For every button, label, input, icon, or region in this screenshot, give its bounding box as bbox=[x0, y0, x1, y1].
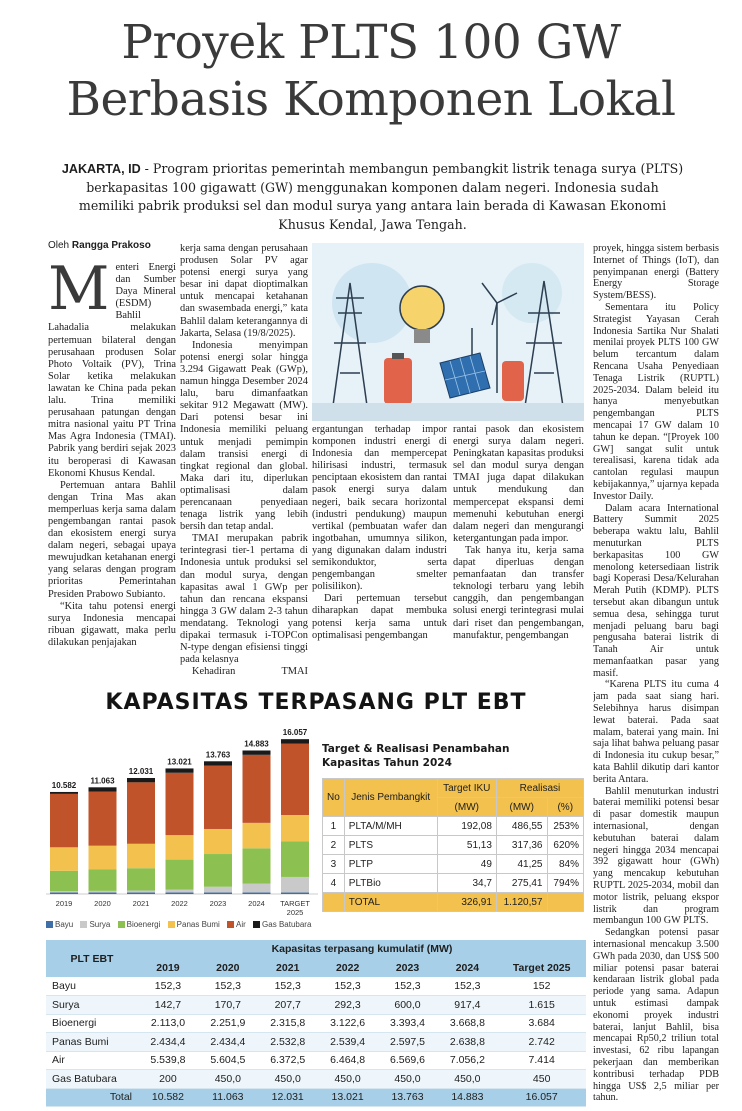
legend-swatch-gas-batubara bbox=[253, 921, 260, 928]
cell-target: 192,08 bbox=[437, 817, 496, 836]
cell-value: 152,3 bbox=[258, 977, 318, 996]
cell-value: 16.057 bbox=[497, 1088, 586, 1107]
bar-segment-air bbox=[89, 792, 117, 846]
bar-segment-air bbox=[243, 755, 271, 823]
cell-total-label: TOTAL bbox=[344, 893, 437, 912]
cell-value: 12.031 bbox=[258, 1088, 318, 1107]
table-row bbox=[46, 1033, 586, 1052]
col4-p1: rantai pasok dan ekosistem energi surya dalam negeri. Peningkatan kapasitas produksi sel dan modul surya dengan TMAI juga dapat dilakukan untuk mendukung dan mempercepat ekspansi demi memenuhi kebutuhan energi dalam negeri dan mengurangi ketergantungan pada impor. bbox=[453, 424, 584, 544]
col3-p2: Dari pertemuan tersebut diharapkan dapat membuka potensi kerja sama untuk optimalisasi pengembangan bbox=[312, 593, 447, 641]
cell-value: 170,7 bbox=[198, 996, 258, 1015]
cell-value: 6.464,8 bbox=[318, 1051, 378, 1070]
bar-segment-bayu bbox=[127, 893, 155, 894]
th-realisasi: Realisasi bbox=[496, 779, 583, 798]
th-unit-mw-2: (MW) bbox=[496, 798, 547, 817]
legend-swatch-bayu bbox=[46, 921, 53, 928]
cell-realisasi: 317,36 bbox=[496, 836, 547, 855]
stacked-bar-chart bbox=[46, 716, 318, 931]
legend-item-gas-batubara bbox=[253, 920, 311, 929]
cell-jenis: PLTP bbox=[344, 855, 437, 874]
x-tick-label: 2022 bbox=[171, 899, 188, 908]
th-year: 2022 bbox=[318, 959, 378, 978]
legend-label: Bioenergi bbox=[126, 920, 161, 929]
col1-p2: Pertemuan antara Bahlil dengan Trina Mas akan memperluas kerja sama dalam pengembangan rantai pasok dan ekosistem energi surya dalam negeri, sebagai upaya mewujudkan ketahanan energi yang selaras dengan program prioritas Pemerintahan Presiden Prabowo Subianto. bbox=[48, 479, 176, 600]
cell-plt-name: Panas Bumi bbox=[46, 1033, 138, 1052]
dateline: JAKARTA, ID bbox=[61, 162, 141, 176]
cell-plt-name: Bayu bbox=[46, 977, 138, 996]
th-jenis: Jenis Pembangkit bbox=[344, 779, 437, 817]
target-table-title bbox=[322, 742, 584, 770]
th-year: Target 2025 bbox=[497, 959, 586, 978]
cell-value: 7.414 bbox=[497, 1051, 586, 1070]
x-tick-label: 2021 bbox=[132, 899, 150, 908]
cell-value: 142,7 bbox=[138, 996, 198, 1015]
cell-no: 2 bbox=[323, 836, 345, 855]
cell-target: 34,7 bbox=[437, 874, 496, 893]
cell-value: 2.434,4 bbox=[198, 1033, 258, 1052]
bar-segment-panas-bumi bbox=[166, 835, 194, 859]
bar-segment-gas-batubara bbox=[127, 778, 155, 782]
target-table-box bbox=[322, 742, 584, 912]
bar-segment-panas-bumi bbox=[127, 844, 155, 868]
headline bbox=[0, 14, 742, 128]
col5-p1: proyek, hingga sistem berbasis Internet of Things (IoT), dan penyimpanan energi (Battery Energy Storage System/BESS). bbox=[593, 243, 719, 302]
bar-total-label: 12.031 bbox=[128, 766, 154, 776]
table-row bbox=[46, 977, 586, 996]
bar-segment-air bbox=[50, 794, 78, 847]
x-tick-label: 2020 bbox=[94, 899, 111, 908]
cell-pct: 253% bbox=[547, 817, 584, 836]
bar-segment-surya bbox=[127, 891, 155, 893]
th-unit-pct: (%) bbox=[547, 798, 584, 817]
headline-line-2: Berbasis Komponen Lokal bbox=[66, 72, 676, 127]
table-row bbox=[323, 874, 584, 893]
cell-realisasi: 275,41 bbox=[496, 874, 547, 893]
bar-segment-gas-batubara bbox=[281, 739, 309, 743]
table-row bbox=[323, 855, 584, 874]
th-no: No bbox=[323, 779, 345, 817]
legend-item-bioenergi bbox=[118, 920, 161, 929]
table-row bbox=[323, 817, 584, 836]
bar-segment-panas-bumi bbox=[204, 829, 232, 854]
cell-value: 2.532,8 bbox=[258, 1033, 318, 1052]
cell-value: 3.393,4 bbox=[378, 1014, 438, 1033]
kumulatif-table bbox=[46, 940, 586, 1107]
byline bbox=[48, 240, 151, 251]
cell-no: 3 bbox=[323, 855, 345, 874]
kumulatif-table-box bbox=[46, 940, 586, 1107]
target-realisasi-table bbox=[322, 778, 584, 912]
bar-segment-air bbox=[127, 782, 155, 843]
cell-value: 917,4 bbox=[437, 996, 497, 1015]
col2-p4: Kehadiran TMAI bbox=[192, 666, 308, 676]
col3-p1: ergantungan terhadap impor komponen industri energi di Indonesia dan mempercepat hilirisasi industri, termasuk penciptaan ekosistem dan rantai pasok energi surya dalam negeri, baik secara horizontal (industri pendukung) maupun vertikal (pembuatan wafer dan ingotbahan, umumnya silikon, yang digunakan dalam industri semikonduktor, serta pengembangan smelter polisilikon). bbox=[312, 424, 447, 593]
cell-value: 6.372,5 bbox=[258, 1051, 318, 1070]
target-table-title-line-1: Target & Realisasi Penambahan bbox=[322, 743, 510, 755]
bar-total-label: 14.883 bbox=[244, 739, 269, 749]
col5-p2: Sementara itu Policy Strategist Yayasan Cerah Indonesia Sartika Nur Shalati menilai proyek PLTS 100 GW belum tercantum dalam Rencana Usaha Penyediaan Tenaga Listrik (RUPTL) 2025-2034. Dalam beleid itu hanya menyebutkan pengembangan PLTS mencapai 17 GW dalam 10 tahun ke depan. “[Proyek 100 GW] sangat sulit untuk terealisasi, karena tidak ada cantolan regulasi maupun kebijakannya,” ujarnya kepada Investor Daily. bbox=[593, 301, 719, 502]
table-row bbox=[323, 836, 584, 855]
bar-segment-bioenergi bbox=[243, 848, 271, 883]
th-year: 2023 bbox=[378, 959, 438, 978]
headline-line-1: Proyek PLTS 100 GW bbox=[121, 15, 621, 70]
cell-value: 2.742 bbox=[497, 1033, 586, 1052]
bar-total-label: 13.021 bbox=[167, 757, 192, 767]
cell-value: 2.251,9 bbox=[198, 1014, 258, 1033]
cell-target: 51,13 bbox=[437, 836, 496, 855]
col1-p1 bbox=[48, 262, 176, 480]
legend-item-air bbox=[227, 920, 246, 929]
cell-pct: 794% bbox=[547, 874, 584, 893]
legend-label: Panas Bumi bbox=[176, 920, 220, 929]
article-column-3 bbox=[312, 424, 447, 676]
bar-segment-bioenergi bbox=[89, 869, 117, 891]
col2-p2: Indonesia menyimpan potensi energi solar hingga 3.294 Gigawatt Peak (GWp), namun hingga Desember 2024 lalu, baru dimanfaatkan sekitar 912 Megawatt (MW). Dari potensi besar ini Indonesia memiliki peluang untuk menjadi pemimpin dalam transisi energi di tingkat regional dan global. Maka dari itu, diperlukan optimalisasi dalam perencanaan penyediaan tenaga listrik yang lebih bersih dan tetap andal. bbox=[180, 339, 308, 533]
col5-p5: Bahlil menuturkan industri baterai memiliki potensi besar di pasar domestik maupun internasional, dengan kebutuhan baterai dalam negeri hingga 2034 mencapai 392 gigawatt hour (GWh) yang mencakup kebutuhan RUPTL 2025-2034, mobil dan motor listrik, peluang ekspor listrik dan program membangun 100 GW PLTS. bbox=[593, 785, 719, 927]
legend-label: Surya bbox=[89, 920, 111, 929]
cell-pct: 620% bbox=[547, 836, 584, 855]
col4-p2: Tak hanya itu, kerja sama dapat diperluas dengan pemanfaatan dan transfer teknologi terbaru yang lebih canggih, dan pengembangan solusi energi terintegrasi mulai dari riset dan pengembangan, manufaktur, pengembangan bbox=[453, 544, 584, 641]
table-row bbox=[46, 1014, 586, 1033]
cell-value: 13.763 bbox=[378, 1088, 438, 1107]
bar-segment-gas-batubara bbox=[166, 768, 194, 772]
cell-value: 2.113,0 bbox=[138, 1014, 198, 1033]
cell-value: 200 bbox=[138, 1070, 198, 1089]
col5-p3: Dalam acara International Battery Summit 2025 beberapa waktu lalu, Bahlil menuturkan PLTS berkapasitas 100 GW menolong ketersediaan listrik bagi Koperasi Desa/Kelurahan Merah Putih (KDMP). PLTS tersebut akan dibangun untuk semua desa, sehingga turut menjadi peluang baru bagi pengusaha baterai listrik di Tanah Air untuk memanfaatkan pasar yang masif. bbox=[593, 502, 719, 679]
legend-label: Gas Batubara bbox=[262, 920, 312, 929]
cell-value: 207,7 bbox=[258, 996, 318, 1015]
cell-value: 152,3 bbox=[198, 977, 258, 996]
cell-empty bbox=[547, 893, 584, 912]
legend-swatch-surya bbox=[80, 921, 87, 928]
cell-value: 11.063 bbox=[198, 1088, 258, 1107]
cell-value: 450 bbox=[497, 1070, 586, 1089]
cell-no: 4 bbox=[323, 874, 345, 893]
legend-item-bayu bbox=[46, 920, 73, 929]
cell-value: 152 bbox=[497, 977, 586, 996]
bar-segment-gas-batubara bbox=[89, 787, 117, 791]
bar-segment-panas-bumi bbox=[50, 847, 78, 870]
col5-p6: Sedangkan potensi pasar internasional mencakup 3.500 GWh pada 2030, dan US$ 500 miliar potensi pasar baterai kendaraan listrik global pada periode yang sama. Adapun untuk estimasi dampak ekonomi proyek industri baterai, lanjut Bahlil, bisa mencapai Rp50,2 triliun total investasi, 62 ribu lapangan pekerjaan dan memberikan kontribusi terhadap PDB hingga US$ 2,5 miliar per tahun. bbox=[593, 927, 719, 1104]
bar-segment-surya bbox=[50, 891, 78, 892]
table-total-row bbox=[323, 893, 584, 912]
th-year: 2019 bbox=[138, 959, 198, 978]
bar-segment-gas-batubara bbox=[204, 761, 232, 765]
bar-segment-bayu bbox=[89, 893, 117, 894]
bar-segment-air bbox=[204, 766, 232, 829]
bar-segment-bayu bbox=[166, 893, 194, 894]
cell-value: 6.569,6 bbox=[378, 1051, 438, 1070]
col5-p4: “Karena PLTS itu cuma 4 jam pada saat siang hari. Selebihnya harus disimpan lewat baterai. Pada saat malam, baterai yang main. Ini saja lihat bahwa peluang pasar di Indonesia itu cukup besar,” kata Bahlil dikutip dari kantor berita Antara. bbox=[593, 679, 719, 785]
bar-segment-bayu bbox=[50, 893, 78, 894]
bar-total-label: 13.763 bbox=[205, 750, 231, 760]
cell-value: 450,0 bbox=[437, 1070, 497, 1089]
x-tick-label: TARGET bbox=[280, 899, 310, 908]
cell-value: 2.434,4 bbox=[138, 1033, 198, 1052]
col2-p3: TMAI merupakan pabrik terintegrasi tier-1 pertama di Indonesia untuk produksi sel dan modul surya, dengan kapasitas awal 1 GWp per tahun dan rencana ekspansi hingga 3 GW dalam 2-3 tahun mendatang. Teknologi yang dipakai termasuk i-TOPCon N-type dengan efisiensi tinggi pada kelasnya bbox=[180, 533, 308, 666]
cell-value: 152,3 bbox=[437, 977, 497, 996]
cell-realisasi: 41,25 bbox=[496, 855, 547, 874]
table-row bbox=[46, 1070, 586, 1089]
table-row bbox=[46, 996, 586, 1015]
cell-total-realisasi: 1.120,57 bbox=[496, 893, 547, 912]
legend-label: Bayu bbox=[55, 920, 74, 929]
cell-pct: 84% bbox=[547, 855, 584, 874]
cell-value: 14.883 bbox=[437, 1088, 497, 1107]
cell-value: 5.604,5 bbox=[198, 1051, 258, 1070]
th-year: 2024 bbox=[437, 959, 497, 978]
x-tick-label: 2025 bbox=[286, 908, 304, 917]
cell-jenis: PLTA/M/MH bbox=[344, 817, 437, 836]
bar-segment-bioenergi bbox=[166, 860, 194, 890]
bar-segment-surya bbox=[89, 891, 117, 893]
drop-cap: M bbox=[48, 262, 110, 324]
cell-value: 152,3 bbox=[378, 977, 438, 996]
bar-segment-bioenergi bbox=[281, 841, 309, 877]
x-tick-label: 2019 bbox=[55, 899, 73, 908]
bar-segment-surya bbox=[166, 890, 194, 893]
byline-prefix: Oleh bbox=[48, 240, 72, 251]
bar-segment-gas-batubara bbox=[243, 750, 271, 754]
infographic-title: KAPASITAS TERPASANG PLT EBT bbox=[105, 690, 527, 715]
cell-empty bbox=[323, 893, 345, 912]
cell-target: 49 bbox=[437, 855, 496, 874]
cell-plt-name: Surya bbox=[46, 996, 138, 1015]
cell-jenis: PLTS bbox=[344, 836, 437, 855]
cell-value: 5.539,8 bbox=[138, 1051, 198, 1070]
article-column-4 bbox=[453, 424, 584, 676]
article-column-2 bbox=[180, 243, 308, 676]
th-kumulatif-title: Kapasitas terpasang kumulatif (MW) bbox=[138, 940, 586, 959]
cell-total-target: 326,91 bbox=[437, 893, 496, 912]
cell-value: 2.539,4 bbox=[318, 1033, 378, 1052]
bar-segment-bioenergi bbox=[204, 854, 232, 887]
bar-segment-surya bbox=[281, 877, 309, 893]
col2-p1: kerja sama dengan perusahaan produsen Solar PV agar potensi energi surya yang besar ini dapat dioptimalkan untuk mencapai ketahanan dan swasembada energi,” kata Bahlil dalam keterangannya di Jakarta, Selasa (19/8/2025). bbox=[180, 243, 308, 339]
cell-value: 10.582 bbox=[138, 1088, 198, 1107]
col1-p1-text: enteri Energi dan Sumber Daya Mineral (ESDM) Bahlil Lahadalia melakukan pertemuan bilateral dengan perusahaan produsen Solar Photo Voltaik (PV), Trina Solar ketika melakukan lawatan ke China pada pekan lalu. Trina memiliki perusahaan patungan dengan mitra nasional yaitu PT Trina Mas Agra Indonesia (TMAI). Pabrik yang berdiri sejak 2023 itu beroperasi di Kawasan Ekonomi Khusus Kendal. bbox=[48, 262, 176, 479]
cell-value: 152,3 bbox=[318, 977, 378, 996]
th-target: Target IKU bbox=[437, 779, 496, 798]
bar-total-label: 16.057 bbox=[282, 728, 308, 738]
target-table-title-line-2: Kapasitas Tahun 2024 bbox=[322, 757, 452, 769]
bar-segment-panas-bumi bbox=[281, 815, 309, 841]
cell-value: 3.668,8 bbox=[437, 1014, 497, 1033]
cell-value: 7.056,2 bbox=[437, 1051, 497, 1070]
chart-legend bbox=[46, 920, 318, 929]
cell-plt-name: Air bbox=[46, 1051, 138, 1070]
bar-total-label: 11.063 bbox=[90, 776, 115, 786]
cell-value: 152,3 bbox=[138, 977, 198, 996]
cell-value: 3.122,6 bbox=[318, 1014, 378, 1033]
bar-segment-air bbox=[166, 773, 194, 835]
legend-item-surya bbox=[80, 920, 110, 929]
cell-value: 450,0 bbox=[378, 1070, 438, 1089]
bar-segment-bayu bbox=[204, 893, 232, 894]
table-total-row bbox=[46, 1088, 586, 1107]
table-row bbox=[46, 1051, 586, 1070]
legend-label: Air bbox=[236, 920, 246, 929]
th-plt-ebt: PLT EBT bbox=[46, 940, 138, 977]
article-column-5 bbox=[593, 243, 719, 1105]
legend-swatch-panas-bumi bbox=[168, 921, 175, 928]
bar-segment-gas-batubara bbox=[50, 792, 78, 794]
byline-author: Rangga Prakoso bbox=[71, 240, 151, 251]
th-year: 2020 bbox=[198, 959, 258, 978]
bar-segment-bayu bbox=[243, 893, 271, 894]
lead-paragraph bbox=[60, 160, 685, 234]
cell-value: 450,0 bbox=[318, 1070, 378, 1089]
bar-segment-surya bbox=[243, 884, 271, 893]
cell-value: 450,0 bbox=[258, 1070, 318, 1089]
bar-segment-bioenergi bbox=[50, 871, 78, 891]
bar-segment-panas-bumi bbox=[243, 823, 271, 848]
legend-item-panas-bumi bbox=[168, 920, 220, 929]
cell-value: 3.684 bbox=[497, 1014, 586, 1033]
cell-plt-name: Total bbox=[46, 1088, 138, 1107]
bar-segment-bioenergi bbox=[127, 868, 155, 890]
cell-plt-name: Bioenergi bbox=[46, 1014, 138, 1033]
lead-text: - Program prioritas pemerintah membangun pembangkit listrik tenaga surya (PLTS) berkapasitas 100 gigawatt (GW) menggunakan komponen dalam negeri. Indonesia sudah memiliki pabrik produksi sel dan modul surya yang antara lain berada di Kawasan Ekonomi Khusus Kendal, Jawa Tengah. bbox=[78, 161, 684, 232]
cell-jenis: PLTBio bbox=[344, 874, 437, 893]
bar-segment-bayu bbox=[281, 893, 309, 894]
article-column-1 bbox=[48, 262, 176, 676]
th-year: 2021 bbox=[258, 959, 318, 978]
cell-value: 600,0 bbox=[378, 996, 438, 1015]
bar-segment-panas-bumi bbox=[89, 846, 117, 869]
cell-value: 2.315,8 bbox=[258, 1014, 318, 1033]
cell-value: 1.615 bbox=[497, 996, 586, 1015]
bar-total-label: 10.582 bbox=[51, 780, 77, 790]
x-tick-label: 2023 bbox=[209, 899, 227, 908]
cell-plt-name: Gas Batubara bbox=[46, 1070, 138, 1089]
cell-no: 1 bbox=[323, 817, 345, 836]
legend-swatch-bioenergi bbox=[118, 921, 125, 928]
cell-value: 13.021 bbox=[318, 1088, 378, 1107]
cell-value: 2.597,5 bbox=[378, 1033, 438, 1052]
x-tick-label: 2024 bbox=[248, 899, 265, 908]
th-unit-mw-1: (MW) bbox=[437, 798, 496, 817]
cell-value: 450,0 bbox=[198, 1070, 258, 1089]
col1-p3: “Kita tahu potensi energi surya Indonesia mencapai ribuan gigawatt, maka perlu dilakukan penjajakan bbox=[48, 600, 176, 648]
cell-realisasi: 486,55 bbox=[496, 817, 547, 836]
cell-value: 292,3 bbox=[318, 996, 378, 1015]
bar-segment-air bbox=[281, 744, 309, 815]
solar-energy-illustration bbox=[312, 243, 584, 421]
legend-swatch-air bbox=[227, 921, 234, 928]
cell-value: 2.638,8 bbox=[437, 1033, 497, 1052]
bar-segment-surya bbox=[204, 887, 232, 893]
